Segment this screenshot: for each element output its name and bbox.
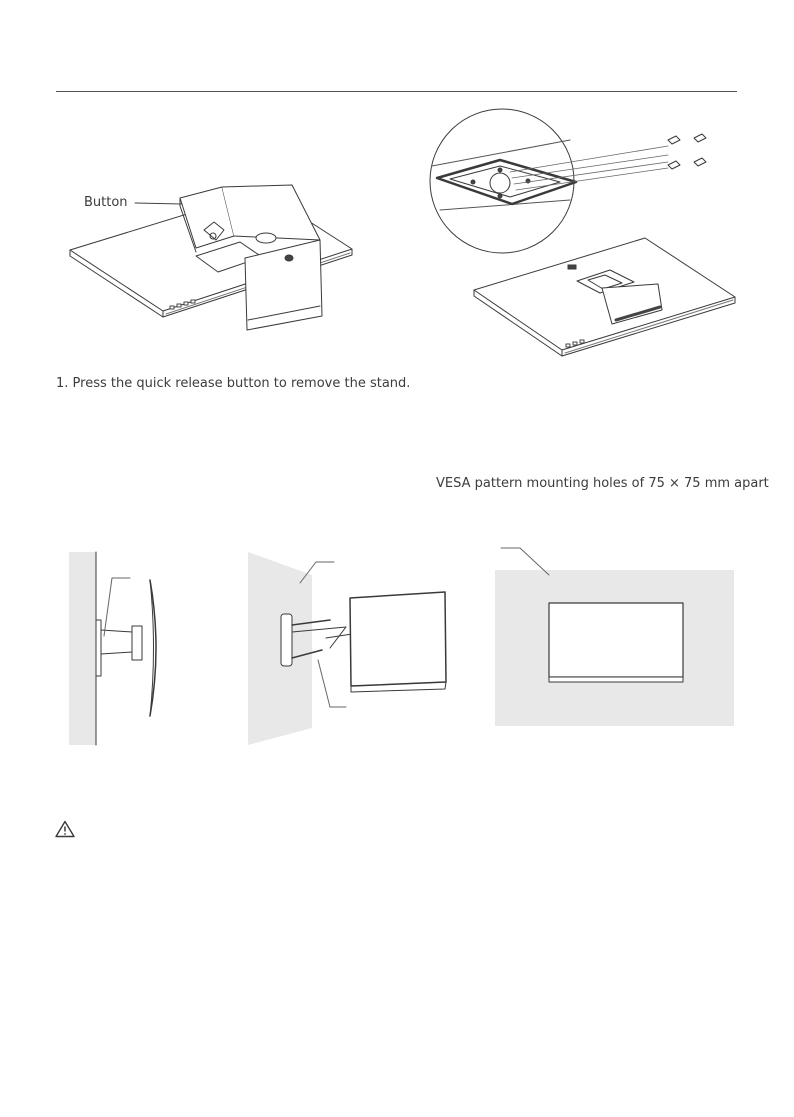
warning-triangle-icon [55,820,75,838]
wall-mount-front-view [495,548,734,726]
vesa-mount-illustration [430,109,735,356]
step-1-instruction: 1. Press the quick release button to remove the stand. [56,376,411,391]
wall-mount-side-view [69,552,156,745]
vesa-caption: VESA pattern mounting holes of 75 × 75 mm apart [436,476,769,491]
wall-mount-arm-view [248,552,446,745]
button-callout-label: Button [84,195,128,210]
